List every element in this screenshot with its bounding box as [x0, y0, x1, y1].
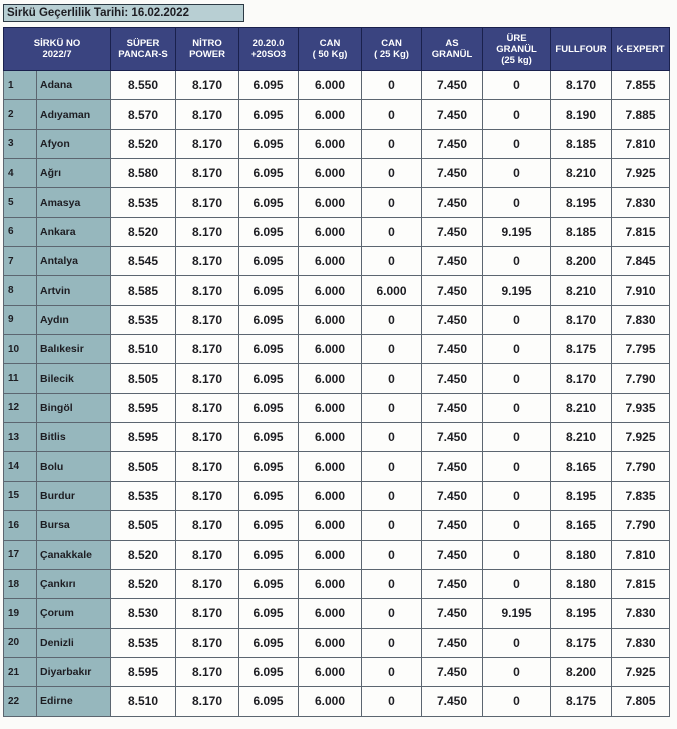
price-cell-ure-granul-25: 0 [483, 540, 551, 569]
price-cell-ure-granul-25: 0 [483, 481, 551, 510]
column-header-line: 2022/7 [42, 49, 72, 60]
column-header-line: GRANÜL [431, 49, 473, 60]
price-cell-super-pancar-s: 8.545 [111, 247, 176, 276]
price-cell-k-expert: 7.885 [612, 100, 670, 129]
price-cell-nitro-power: 8.170 [176, 393, 239, 422]
row-number: 8 [4, 276, 37, 305]
price-cell-as-granul: 7.450 [422, 217, 483, 246]
table-row [4, 599, 670, 628]
price-cell-can-50: 6.000 [299, 247, 362, 276]
price-cell-npk-20-20-0: 6.095 [239, 511, 299, 540]
row-number: 1 [4, 71, 37, 100]
price-cell-super-pancar-s: 8.530 [111, 599, 176, 628]
price-cell-ure-granul-25: 0 [483, 247, 551, 276]
price-cell-super-pancar-s: 8.520 [111, 217, 176, 246]
row-number: 5 [4, 188, 37, 217]
price-cell-k-expert: 7.790 [612, 511, 670, 540]
price-cell-k-expert: 7.830 [612, 305, 670, 334]
city-name: Antalya [37, 247, 111, 276]
row-number: 2 [4, 100, 37, 129]
column-header-line: CAN [381, 38, 402, 49]
price-cell-ure-granul-25: 0 [483, 687, 551, 716]
column-header-line: K-EXPERT [616, 43, 665, 55]
city-name: Çanakkale [37, 540, 111, 569]
price-cell-fullfour: 8.185 [551, 217, 612, 246]
row-number: 3 [4, 129, 37, 158]
price-cell-can-50: 6.000 [299, 71, 362, 100]
city-name: Edirne [37, 687, 111, 716]
price-cell-as-granul: 7.450 [422, 452, 483, 481]
table-row [4, 129, 670, 158]
price-cell-super-pancar-s: 8.510 [111, 335, 176, 364]
column-header-line: CAN [319, 38, 341, 49]
price-cell-can-25: 0 [362, 217, 422, 246]
column-header-line: AS [445, 38, 459, 49]
row-number: 7 [4, 247, 37, 276]
table-row [4, 335, 670, 364]
price-cell-ure-granul-25: 0 [483, 452, 551, 481]
price-cell-as-granul: 7.450 [422, 71, 483, 100]
price-cell-as-granul: 7.450 [422, 393, 483, 422]
price-cell-nitro-power: 8.170 [176, 452, 239, 481]
price-cell-nitro-power: 8.170 [176, 540, 239, 569]
column-header-line: +20SO3 [250, 49, 287, 60]
row-number: 18 [4, 569, 37, 598]
price-cell-as-granul: 7.450 [422, 305, 483, 334]
price-cell-npk-20-20-0: 6.095 [239, 100, 299, 129]
city-name: Aydın [37, 305, 111, 334]
validity-date-label: Sirkü Geçerlilik Tarihi: 16.02.2022 [3, 4, 244, 22]
price-cell-can-50: 6.000 [299, 511, 362, 540]
price-cell-fullfour: 8.170 [551, 305, 612, 334]
price-cell-npk-20-20-0: 6.095 [239, 628, 299, 657]
price-cell-as-granul: 7.450 [422, 540, 483, 569]
table-row [4, 393, 670, 422]
price-cell-as-granul: 7.450 [422, 276, 483, 305]
price-cell-nitro-power: 8.170 [176, 423, 239, 452]
price-cell-as-granul: 7.450 [422, 100, 483, 129]
column-header-line: FULLFOUR [555, 43, 607, 55]
price-cell-k-expert: 7.815 [612, 569, 670, 598]
price-cell-super-pancar-s: 8.595 [111, 423, 176, 452]
table-row [4, 188, 670, 217]
row-number: 22 [4, 687, 37, 716]
price-cell-npk-20-20-0: 6.095 [239, 247, 299, 276]
price-cell-as-granul: 7.450 [422, 569, 483, 598]
price-cell-k-expert: 7.815 [612, 217, 670, 246]
price-cell-ure-granul-25: 0 [483, 423, 551, 452]
city-name: Diyarbakır [37, 657, 111, 686]
price-cell-ure-granul-25: 9.195 [483, 217, 551, 246]
price-cell-can-50: 6.000 [299, 364, 362, 393]
price-cell-as-granul: 7.450 [422, 188, 483, 217]
city-name: Burdur [37, 481, 111, 510]
table-header [4, 28, 670, 71]
price-cell-super-pancar-s: 8.505 [111, 452, 176, 481]
price-cell-nitro-power: 8.170 [176, 305, 239, 334]
city-name: Çorum [37, 599, 111, 628]
row-number: 19 [4, 599, 37, 628]
price-cell-fullfour: 8.165 [551, 452, 612, 481]
price-cell-nitro-power: 8.170 [176, 335, 239, 364]
price-cell-can-25: 0 [362, 100, 422, 129]
price-cell-k-expert: 7.810 [612, 129, 670, 158]
price-cell-as-granul: 7.450 [422, 247, 483, 276]
price-cell-ure-granul-25: 0 [483, 569, 551, 598]
row-number: 15 [4, 481, 37, 510]
row-number: 16 [4, 511, 37, 540]
row-number: 12 [4, 393, 37, 422]
column-header-line: 20.20.0 [252, 38, 285, 49]
price-cell-fullfour: 8.180 [551, 540, 612, 569]
price-cell-can-50: 6.000 [299, 100, 362, 129]
price-table [3, 27, 670, 717]
price-cell-nitro-power: 8.170 [176, 364, 239, 393]
price-cell-can-50: 6.000 [299, 217, 362, 246]
price-cell-npk-20-20-0: 6.095 [239, 481, 299, 510]
table-row [4, 657, 670, 686]
price-cell-as-granul: 7.450 [422, 687, 483, 716]
price-table-container [3, 27, 669, 717]
city-name: Bursa [37, 511, 111, 540]
table-row [4, 540, 670, 569]
table-row [4, 305, 670, 334]
price-cell-fullfour: 8.175 [551, 628, 612, 657]
price-cell-npk-20-20-0: 6.095 [239, 305, 299, 334]
city-name: Adıyaman [37, 100, 111, 129]
price-cell-npk-20-20-0: 6.095 [239, 217, 299, 246]
price-cell-ure-granul-25: 0 [483, 100, 551, 129]
price-cell-super-pancar-s: 8.510 [111, 687, 176, 716]
price-cell-npk-20-20-0: 6.095 [239, 393, 299, 422]
price-cell-ure-granul-25: 0 [483, 305, 551, 334]
city-name: Balıkesir [37, 335, 111, 364]
price-cell-k-expert: 7.925 [612, 159, 670, 188]
price-cell-can-50: 6.000 [299, 276, 362, 305]
price-cell-can-25: 0 [362, 687, 422, 716]
row-number: 17 [4, 540, 37, 569]
price-cell-nitro-power: 8.170 [176, 481, 239, 510]
table-row [4, 569, 670, 598]
price-cell-fullfour: 8.200 [551, 657, 612, 686]
table-row [4, 452, 670, 481]
price-cell-can-25: 0 [362, 305, 422, 334]
price-cell-super-pancar-s: 8.520 [111, 540, 176, 569]
price-cell-as-granul: 7.450 [422, 423, 483, 452]
row-number: 10 [4, 335, 37, 364]
price-cell-can-50: 6.000 [299, 159, 362, 188]
price-cell-can-25: 0 [362, 393, 422, 422]
price-cell-ure-granul-25: 0 [483, 511, 551, 540]
price-cell-can-25: 0 [362, 481, 422, 510]
price-cell-ure-granul-25: 0 [483, 159, 551, 188]
price-cell-as-granul: 7.450 [422, 335, 483, 364]
price-cell-npk-20-20-0: 6.095 [239, 657, 299, 686]
column-header-line: SÜPER [126, 38, 160, 49]
table-row [4, 247, 670, 276]
column-header-npk-20-20-0 [239, 28, 299, 71]
price-cell-k-expert: 7.790 [612, 452, 670, 481]
price-cell-super-pancar-s: 8.595 [111, 393, 176, 422]
price-cell-super-pancar-s: 8.535 [111, 628, 176, 657]
city-name: Adana [37, 71, 111, 100]
column-header-fullfour [551, 28, 612, 71]
column-header-line: SİRKÜ NO [33, 38, 81, 49]
table-row [4, 511, 670, 540]
price-cell-npk-20-20-0: 6.095 [239, 687, 299, 716]
price-cell-nitro-power: 8.170 [176, 188, 239, 217]
city-name: Artvin [37, 276, 111, 305]
price-cell-super-pancar-s: 8.520 [111, 129, 176, 158]
city-name: Bilecik [37, 364, 111, 393]
header-row [4, 28, 670, 71]
city-name: Bolu [37, 452, 111, 481]
price-cell-super-pancar-s: 8.580 [111, 159, 176, 188]
price-cell-can-25: 0 [362, 335, 422, 364]
column-header-nitro-power [176, 28, 239, 71]
price-cell-npk-20-20-0: 6.095 [239, 335, 299, 364]
price-cell-can-50: 6.000 [299, 569, 362, 598]
price-cell-ure-granul-25: 0 [483, 71, 551, 100]
price-cell-nitro-power: 8.170 [176, 159, 239, 188]
price-cell-as-granul: 7.450 [422, 481, 483, 510]
price-cell-fullfour: 8.175 [551, 335, 612, 364]
price-cell-can-50: 6.000 [299, 305, 362, 334]
price-cell-fullfour: 8.170 [551, 364, 612, 393]
price-cell-npk-20-20-0: 6.095 [239, 188, 299, 217]
column-header-no-city [4, 28, 111, 71]
column-header-as-granul [422, 28, 483, 71]
price-cell-ure-granul-25: 0 [483, 657, 551, 686]
city-name: Bingöl [37, 393, 111, 422]
table-row [4, 687, 670, 716]
price-cell-k-expert: 7.925 [612, 657, 670, 686]
price-cell-can-50: 6.000 [299, 423, 362, 452]
row-number: 9 [4, 305, 37, 334]
price-cell-super-pancar-s: 8.535 [111, 305, 176, 334]
price-cell-can-25: 0 [362, 364, 422, 393]
price-cell-can-25: 0 [362, 540, 422, 569]
row-number: 4 [4, 159, 37, 188]
price-cell-fullfour: 8.180 [551, 569, 612, 598]
price-cell-can-25: 0 [362, 657, 422, 686]
price-cell-k-expert: 7.835 [612, 481, 670, 510]
price-cell-super-pancar-s: 8.535 [111, 188, 176, 217]
table-row [4, 159, 670, 188]
price-cell-npk-20-20-0: 6.095 [239, 159, 299, 188]
price-cell-as-granul: 7.450 [422, 364, 483, 393]
price-cell-npk-20-20-0: 6.095 [239, 540, 299, 569]
price-cell-fullfour: 8.195 [551, 188, 612, 217]
price-cell-ure-granul-25: 9.195 [483, 276, 551, 305]
price-cell-npk-20-20-0: 6.095 [239, 452, 299, 481]
city-name: Afyon [37, 129, 111, 158]
price-cell-can-25: 0 [362, 129, 422, 158]
price-cell-nitro-power: 8.170 [176, 217, 239, 246]
price-cell-fullfour: 8.210 [551, 423, 612, 452]
price-cell-can-50: 6.000 [299, 628, 362, 657]
price-cell-npk-20-20-0: 6.095 [239, 569, 299, 598]
price-cell-fullfour: 8.210 [551, 276, 612, 305]
price-cell-can-50: 6.000 [299, 481, 362, 510]
price-cell-super-pancar-s: 8.505 [111, 364, 176, 393]
price-cell-nitro-power: 8.170 [176, 628, 239, 657]
price-cell-npk-20-20-0: 6.095 [239, 276, 299, 305]
column-header-line: POWER [189, 49, 225, 60]
city-name: Çankırı [37, 569, 111, 598]
price-cell-as-granul: 7.450 [422, 511, 483, 540]
row-number: 20 [4, 628, 37, 657]
column-header-ure-granul-25 [483, 28, 551, 71]
price-cell-npk-20-20-0: 6.095 [239, 364, 299, 393]
price-cell-can-50: 6.000 [299, 540, 362, 569]
table-row [4, 364, 670, 393]
city-name: Ağrı [37, 159, 111, 188]
city-name: Amasya [37, 188, 111, 217]
price-cell-can-25: 0 [362, 159, 422, 188]
price-cell-fullfour: 8.165 [551, 511, 612, 540]
price-cell-nitro-power: 8.170 [176, 100, 239, 129]
price-cell-fullfour: 8.210 [551, 159, 612, 188]
column-header-super-pancar-s [111, 28, 176, 71]
city-name: Ankara [37, 217, 111, 246]
city-name: Bitlis [37, 423, 111, 452]
price-cell-ure-granul-25: 0 [483, 628, 551, 657]
price-cell-k-expert: 7.910 [612, 276, 670, 305]
price-cell-nitro-power: 8.170 [176, 247, 239, 276]
price-cell-super-pancar-s: 8.585 [111, 276, 176, 305]
price-cell-ure-granul-25: 0 [483, 335, 551, 364]
price-cell-can-25: 0 [362, 188, 422, 217]
price-cell-fullfour: 8.195 [551, 481, 612, 510]
price-cell-super-pancar-s: 8.535 [111, 481, 176, 510]
price-cell-can-50: 6.000 [299, 599, 362, 628]
price-cell-k-expert: 7.830 [612, 188, 670, 217]
price-cell-nitro-power: 8.170 [176, 687, 239, 716]
price-cell-npk-20-20-0: 6.095 [239, 129, 299, 158]
row-number: 21 [4, 657, 37, 686]
column-header-line: ( 50 Kg) [312, 49, 348, 60]
table-row [4, 71, 670, 100]
price-cell-can-25: 0 [362, 423, 422, 452]
table-row [4, 276, 670, 305]
city-name: Denizli [37, 628, 111, 657]
price-cell-can-25: 0 [362, 71, 422, 100]
row-number: 11 [4, 364, 37, 393]
price-cell-can-50: 6.000 [299, 657, 362, 686]
price-cell-ure-granul-25: 0 [483, 129, 551, 158]
price-cell-can-25: 0 [362, 511, 422, 540]
price-cell-can-25: 6.000 [362, 276, 422, 305]
price-cell-nitro-power: 8.170 [176, 276, 239, 305]
table-row [4, 628, 670, 657]
price-cell-can-50: 6.000 [299, 452, 362, 481]
price-cell-super-pancar-s: 8.550 [111, 71, 176, 100]
price-cell-can-25: 0 [362, 247, 422, 276]
price-cell-nitro-power: 8.170 [176, 599, 239, 628]
price-cell-can-50: 6.000 [299, 335, 362, 364]
price-cell-fullfour: 8.185 [551, 129, 612, 158]
price-cell-super-pancar-s: 8.570 [111, 100, 176, 129]
column-header-line: (25 kg) [501, 54, 532, 66]
price-cell-ure-granul-25: 0 [483, 188, 551, 217]
column-header-line: ( 25 Kg) [374, 49, 409, 60]
price-cell-fullfour: 8.170 [551, 71, 612, 100]
price-cell-super-pancar-s: 8.520 [111, 569, 176, 598]
price-cell-can-50: 6.000 [299, 687, 362, 716]
column-header-line: ÜRE [506, 32, 527, 44]
table-body [4, 71, 670, 717]
row-number: 14 [4, 452, 37, 481]
price-cell-nitro-power: 8.170 [176, 129, 239, 158]
column-header-can-25 [362, 28, 422, 71]
table-row [4, 423, 670, 452]
price-cell-k-expert: 7.810 [612, 540, 670, 569]
price-cell-k-expert: 7.830 [612, 628, 670, 657]
price-cell-ure-granul-25: 0 [483, 393, 551, 422]
column-header-line: PANCAR-S [118, 49, 168, 60]
table-row [4, 481, 670, 510]
price-cell-nitro-power: 8.170 [176, 511, 239, 540]
price-cell-can-25: 0 [362, 569, 422, 598]
price-cell-fullfour: 8.195 [551, 599, 612, 628]
table-row [4, 100, 670, 129]
column-header-can-50 [299, 28, 362, 71]
price-cell-k-expert: 7.935 [612, 393, 670, 422]
price-cell-npk-20-20-0: 6.095 [239, 599, 299, 628]
price-cell-npk-20-20-0: 6.095 [239, 71, 299, 100]
price-cell-k-expert: 7.830 [612, 599, 670, 628]
price-cell-nitro-power: 8.170 [176, 657, 239, 686]
price-cell-k-expert: 7.925 [612, 423, 670, 452]
price-cell-can-25: 0 [362, 599, 422, 628]
price-cell-as-granul: 7.450 [422, 129, 483, 158]
price-cell-npk-20-20-0: 6.095 [239, 423, 299, 452]
price-cell-fullfour: 8.200 [551, 247, 612, 276]
price-cell-nitro-power: 8.170 [176, 569, 239, 598]
price-cell-can-25: 0 [362, 452, 422, 481]
price-cell-ure-granul-25: 9.195 [483, 599, 551, 628]
price-cell-k-expert: 7.845 [612, 247, 670, 276]
price-cell-fullfour: 8.175 [551, 687, 612, 716]
row-number: 13 [4, 423, 37, 452]
column-header-line: GRANÜL [496, 43, 537, 55]
price-cell-fullfour: 8.210 [551, 393, 612, 422]
price-cell-k-expert: 7.790 [612, 364, 670, 393]
price-cell-k-expert: 7.795 [612, 335, 670, 364]
price-cell-super-pancar-s: 8.595 [111, 657, 176, 686]
price-cell-as-granul: 7.450 [422, 599, 483, 628]
row-number: 6 [4, 217, 37, 246]
price-cell-can-50: 6.000 [299, 393, 362, 422]
price-cell-can-50: 6.000 [299, 129, 362, 158]
price-cell-can-50: 6.000 [299, 188, 362, 217]
price-cell-k-expert: 7.805 [612, 687, 670, 716]
price-cell-as-granul: 7.450 [422, 628, 483, 657]
price-cell-can-25: 0 [362, 628, 422, 657]
column-header-line: NİTRO [192, 38, 222, 49]
price-cell-as-granul: 7.450 [422, 159, 483, 188]
price-cell-k-expert: 7.855 [612, 71, 670, 100]
price-cell-nitro-power: 8.170 [176, 71, 239, 100]
column-header-k-expert [612, 28, 670, 71]
price-cell-super-pancar-s: 8.505 [111, 511, 176, 540]
table-row [4, 217, 670, 246]
price-cell-as-granul: 7.450 [422, 657, 483, 686]
price-cell-fullfour: 8.190 [551, 100, 612, 129]
price-cell-ure-granul-25: 0 [483, 364, 551, 393]
